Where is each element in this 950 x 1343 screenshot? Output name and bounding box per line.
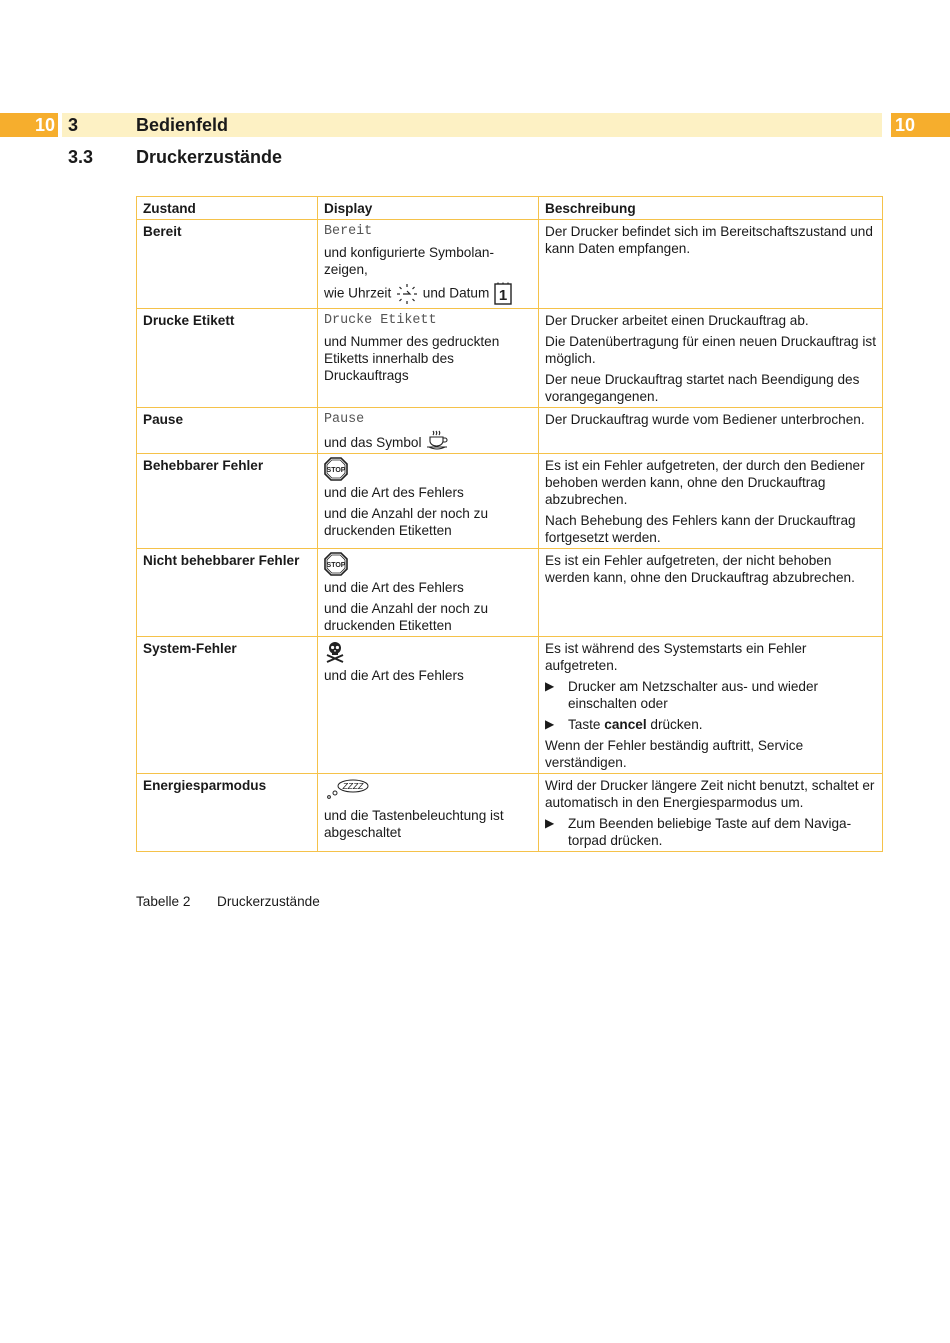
stop-icon-text: STOP [326, 562, 346, 570]
description-cell [539, 220, 883, 309]
caption-label: Tabelle 2 [136, 894, 191, 909]
description-cell [539, 408, 883, 454]
description-line: Es ist ein Fehler aufgetreten, der nicht behoben werden kann, ohne den Druckauftrag abzubrechen. [545, 553, 855, 586]
table-row [137, 309, 883, 408]
display-symbol-text: und das Symbol [324, 435, 422, 450]
table-row [137, 408, 883, 454]
display-line: und die Anzahl der noch zu druckenden Etiketten [324, 601, 489, 634]
table-header-row [137, 197, 883, 220]
description-cell [539, 637, 883, 774]
display-line: und die Tastenbeleuchtung ist abgeschaltet [324, 808, 504, 841]
bullet-triangle-icon: ▶ [545, 816, 555, 831]
sleep-zzz-icon [324, 777, 370, 803]
display-line: und die Art des Fehlers [324, 580, 464, 596]
skull-icon [324, 640, 346, 664]
clock-icon [395, 283, 419, 305]
state-cell: System-Fehler [137, 637, 318, 774]
page-number-right: 10 [891, 113, 950, 137]
table-row [137, 220, 883, 309]
sleep-icon-text: ZZZZ [342, 781, 364, 792]
display-symbol-line [324, 434, 532, 451]
description-cell [539, 774, 883, 852]
calendar-date-icon [493, 282, 513, 306]
description-line: Es ist ein Fehler aufgetreten, der durch den Bediener behoben werden kann, ohne den Druckauftrag abzubrechen. [545, 458, 865, 508]
bullet-triangle-icon: ▶ [545, 717, 555, 732]
display-code: Pause [324, 412, 365, 427]
display-code: Bereit [324, 224, 373, 239]
table-row [137, 637, 883, 774]
bullet-text: Zum Beenden beliebige Taste auf dem Navigatorpad drücken. [568, 816, 852, 849]
description-cell [539, 549, 883, 637]
bullet-text: Drucker am Netzschalter aus- und wieder einschalten oder [568, 679, 819, 712]
display-code: Drucke Etikett [324, 313, 437, 328]
display-cell [318, 774, 539, 852]
page-number-left: 10 [0, 113, 58, 137]
state-cell: Bereit [137, 220, 318, 309]
display-cell [318, 408, 539, 454]
display-clock-prefix: wie Uhrzeit [324, 285, 392, 301]
display-line: und die Anzahl der noch zu druckenden Etiketten [324, 506, 489, 539]
printer-states-table [136, 196, 883, 852]
state-cell: Pause [137, 408, 318, 454]
stop-icon-text: STOP [326, 467, 346, 475]
table-row [137, 774, 883, 852]
caption-title: Druckerzustände [217, 894, 320, 909]
chapter-title: Bedienfeld [136, 115, 229, 135]
display-clock-line [324, 282, 532, 306]
column-header-description: Beschreibung [539, 197, 883, 220]
state-cell: Drucke Etikett [137, 309, 318, 408]
display-cell [318, 220, 539, 309]
description-line: Der Drucker befindet sich im Bereitschaftszustand und kann Daten empfangen. [545, 224, 873, 256]
state-cell: Nicht behebbarer Fehler [137, 549, 318, 637]
description-bullet [545, 815, 876, 849]
bullet-triangle-icon: ▶ [545, 679, 555, 694]
bullet-text-post: drücken. [650, 717, 703, 733]
chapter-number: 3 [68, 115, 79, 135]
coffee-cup-icon [425, 429, 449, 451]
display-line: und die Art des Fehlers [324, 485, 464, 501]
description-line: Nach Behebung des Fehlers kann der Druckauftrag fortgesetzt werden. [545, 513, 856, 546]
column-header-state: Zustand [137, 197, 318, 220]
table-row [137, 549, 883, 637]
section-number: 3.3 [68, 147, 94, 167]
display-cell [318, 637, 539, 774]
state-cell: Energiesparmodus [137, 774, 318, 852]
section-title: Druckerzustände [136, 147, 283, 167]
display-line: und konfigurierte Symbolanzeigen, [324, 245, 495, 277]
column-header-display: Display [318, 197, 539, 220]
table-row [137, 454, 883, 549]
stop-sign-icon [324, 457, 348, 481]
display-cell [318, 549, 539, 637]
description-cell [539, 309, 883, 408]
table-caption [136, 893, 320, 910]
description-line: Wird der Drucker längere Zeit nicht benutzt, schaltet er automatisch in den Energiesparmodus um. [545, 778, 875, 811]
display-clock-middle: und Datum [422, 285, 490, 301]
state-cell: Behebbarer Fehler [137, 454, 318, 549]
description-line: Der Drucker arbeitet einen Druckauftrag ab. [545, 313, 809, 328]
bullet-text-line [568, 716, 703, 733]
display-line: und Nummer des gedruckten Etiketts innerhalb des Druckauftrags [324, 334, 500, 383]
description-bullet [545, 678, 876, 712]
description-line: Es ist während des Systemstarts ein Fehler aufgetreten. [545, 641, 807, 674]
description-line: Der Druckauftrag wurde vom Bediener unterbrochen. [545, 412, 865, 427]
description-cell [539, 454, 883, 549]
description-line: Wenn der Fehler beständig auftritt, Service verständigen. [545, 738, 804, 771]
description-line: Der neue Druckauftrag startet nach Beendigung des vorangegangenen. [545, 372, 860, 404]
stop-sign-icon [324, 552, 348, 576]
display-cell [318, 309, 539, 408]
bullet-text-key: cancel [604, 717, 647, 733]
display-cell [318, 454, 539, 549]
display-line: und die Art des Fehlers [324, 668, 464, 684]
description-line: Die Datenübertragung für einen neuen Druckauftrag ist möglich. [545, 334, 876, 366]
calendar-date-text: 1 [498, 287, 508, 304]
bullet-text-pre: Taste [568, 717, 601, 733]
description-bullet [545, 716, 876, 733]
